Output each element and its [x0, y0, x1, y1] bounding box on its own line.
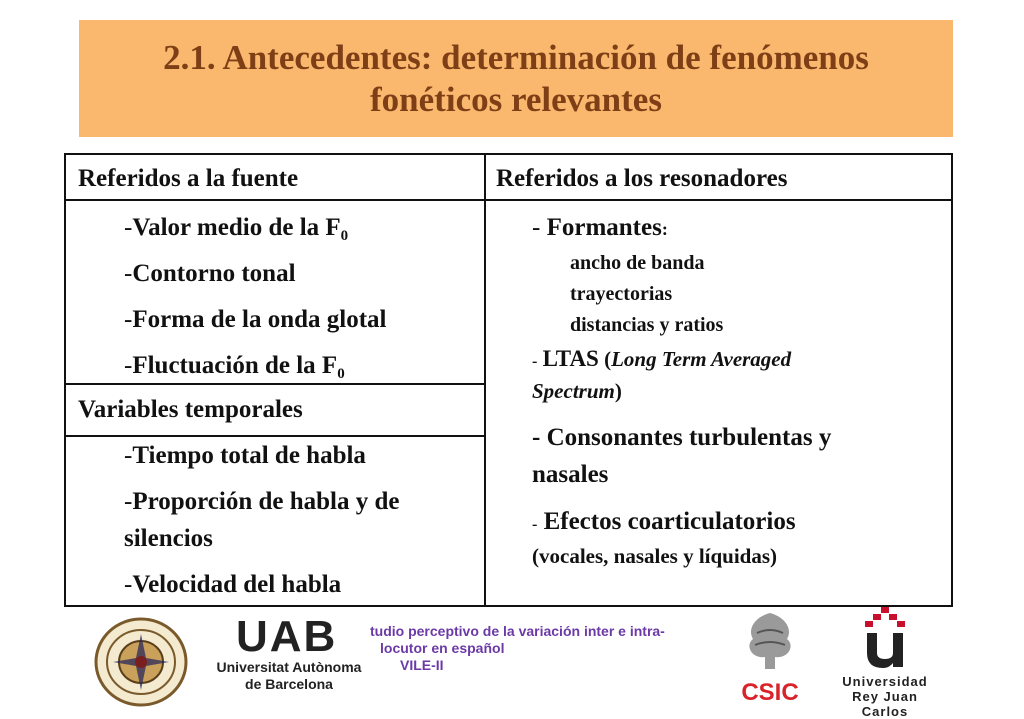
resonador-formantes-colon: :: [661, 219, 668, 239]
fuente-item-dash: -: [124, 352, 133, 379]
urjc-logo: [830, 607, 940, 719]
resonador-efectos-detail: (vocales, nasales y líquidas): [532, 544, 778, 568]
temporal-item-text: Tiempo total de habla: [132, 442, 366, 469]
temporal-item-dash: -: [124, 571, 133, 598]
study-caption-line-2: locutor en español: [380, 640, 505, 656]
resonador-ltas-expansion-2: Spectrum: [532, 379, 615, 403]
csic-tree-icon: [735, 607, 805, 675]
resonador-ltas-open: (: [604, 347, 612, 371]
uab-mark: UAB: [236, 612, 338, 661]
temporal-item-text: Proporción de habla y de: [132, 488, 400, 515]
study-caption: [370, 623, 730, 674]
fuente-item-f0-mean: [124, 213, 348, 251]
university-seal-icon: [93, 616, 189, 708]
slide-title-banner: [79, 20, 953, 137]
study-caption-line-1: tudio perceptivo de la variación inter e intra-: [370, 623, 665, 639]
resonador-efectos-label: Efectos coarticulatorios: [543, 508, 796, 535]
resonador-ltas-close: ): [614, 379, 622, 403]
csic-label: CSIC: [741, 679, 799, 706]
header-fuente: Referidos a la fuente: [78, 165, 299, 192]
table-row-divider-2: [66, 435, 484, 437]
fuente-item-text: Contorno tonal: [132, 260, 296, 287]
fuente-item-subscript: 0: [337, 366, 345, 382]
formantes-sub-distancias: distancias y ratios: [570, 314, 724, 336]
resonador-formantes: [532, 213, 668, 244]
urjc-name-line-2: Rey Juan Carlos: [852, 689, 918, 719]
temporal-item-velocidad: [124, 570, 341, 600]
temporal-item-dash: -: [124, 488, 133, 515]
fuente-item-text: Valor medio de la F: [132, 214, 341, 241]
resonador-ltas-label: LTAS: [542, 346, 599, 371]
fuente-item-subscript: 0: [340, 228, 349, 244]
fuente-item-dash: -: [124, 260, 133, 287]
fuente-item-fluctuacion: [124, 351, 345, 389]
fuente-item-dash: -: [124, 306, 133, 333]
study-caption-line-3: VILE-II: [400, 657, 444, 673]
urjc-mark-icon: [855, 607, 915, 669]
resonador-consonantes-cont: nasales: [532, 461, 609, 488]
formantes-sub-trayectorias: trayectorias: [570, 283, 673, 305]
footer-logos: [0, 607, 1024, 719]
uab-name-line-2: de Barcelona: [245, 676, 333, 692]
fuente-item-text: Fluctuación de la F: [132, 352, 338, 379]
resonador-ltas-expansion-1: Long Term Averaged: [611, 347, 792, 371]
resonador-formantes-label: Formantes: [546, 214, 662, 241]
resonador-ltas: [532, 346, 791, 374]
fuente-item-onda-glotal: [124, 305, 387, 335]
fuente-item-dash: -: [124, 214, 133, 241]
slide-title-line-1: 2.1. Antecedentes: determinación de fenómenos: [163, 37, 869, 77]
formantes-sub-ancho: ancho de banda: [570, 252, 705, 274]
resonador-ltas-cont: [532, 379, 622, 404]
uab-logo: [216, 612, 362, 701]
header-resonadores: Referidos a los resonadores: [496, 165, 788, 192]
fuente-item-text: Forma de la onda glotal: [132, 306, 387, 333]
table-column-divider: [484, 155, 486, 605]
urjc-name-line-1: Universidad: [842, 674, 928, 689]
temporal-item-tiempo-total: [124, 441, 366, 471]
resonador-consonantes: - Consonantes turbulentas y: [532, 424, 832, 451]
temporal-item-dash: -: [124, 442, 133, 469]
resonador-dash: -: [532, 516, 538, 533]
phenomena-table: [64, 153, 953, 607]
temporal-item-text: Velocidad del habla: [132, 571, 342, 598]
resonador-dash: -: [532, 214, 541, 241]
temporal-item-proporcion-cont: silencios: [124, 525, 213, 552]
resonador-efectos: [532, 507, 796, 540]
resonador-dash: -: [532, 353, 538, 370]
uab-name-line-1: Universitat Autònoma: [216, 659, 362, 675]
slide-title: [163, 37, 869, 121]
slide-title-line-2: fonéticos relevantes: [370, 79, 662, 119]
temporal-item-proporcion: [124, 487, 400, 517]
table-header-divider: [66, 199, 951, 201]
csic-logo: [735, 607, 805, 706]
header-variables-temporales: Variables temporales: [78, 396, 303, 423]
fuente-item-contorno: [124, 259, 296, 289]
